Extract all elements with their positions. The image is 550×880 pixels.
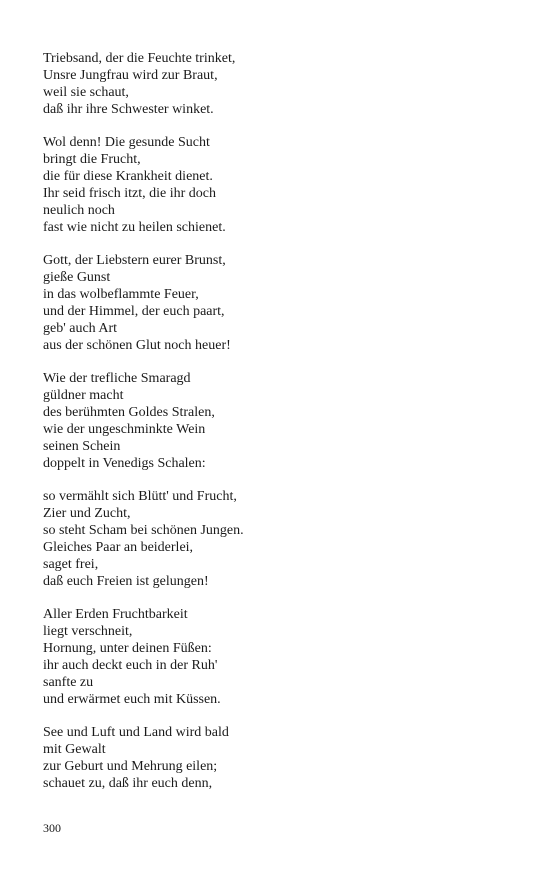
poem-line: güldner macht [43,388,124,403]
poem-line: daß euch Freien ist gelungen! [43,574,209,589]
poem-line: doppelt in Venedigs Schalen: [43,456,206,471]
stanza [43,50,523,118]
poem-line: liegt verschneit, [43,624,133,639]
poem-line: ihr auch deckt euch in der Ruh' [43,658,218,673]
poem-line: Gott, der Liebstern eurer Brunst, [43,253,226,268]
poem-line: aus der schönen Glut noch heuer! [43,338,231,353]
poem-line: die für diese Krankheit dienet. [43,169,213,184]
poem-line: Triebsand, der die Feuchte trinket, [43,51,236,66]
poem-line: so steht Scham bei schönen Jungen. [43,523,244,538]
poem-line: sanfte zu [43,675,94,690]
poem-line: in das wolbeflammte Feuer, [43,287,199,302]
poem-line: Aller Erden Fruchtbarkeit [43,607,188,622]
stanza [43,134,523,236]
poem-line: saget frei, [43,557,99,572]
poem-body [43,50,523,808]
poem-line: seinen Schein [43,439,121,454]
poem-line: mit Gewalt [43,742,106,757]
poem-line: daß ihr ihre Schwester winket. [43,102,214,117]
stanza [43,252,523,354]
poem-line: Gleiches Paar an beiderlei, [43,540,194,555]
poem-line: See und Luft und Land wird bald [43,725,229,740]
poem-line: und erwärmet euch mit Küssen. [43,692,221,707]
stanza [43,370,523,472]
poem-line: Wol denn! Die gesunde Sucht [43,135,210,150]
poem-line: Ihr seid frisch itzt, die ihr doch [43,186,217,201]
poem-line: fast wie nicht zu heilen schienet. [43,220,226,235]
poem-line: Zier und Zucht, [43,506,131,521]
stanza [43,724,523,792]
poem-line: Wie der trefliche Smaragd [43,371,191,386]
poem-line: weil sie schaut, [43,85,129,100]
poem-line: des berühmten Goldes Stralen, [43,405,215,420]
poem-line: zur Geburt und Mehrung eilen; [43,759,218,774]
page-number: 300 [43,821,61,835]
poem-line: gieße Gunst [43,270,111,285]
poem-line: wie der ungeschminkte Wein [43,422,206,437]
stanza [43,488,523,590]
poem-line: neulich noch [43,203,115,218]
poem-line: Hornung, unter deinen Füßen: [43,641,212,656]
poem-line: Unsre Jungfrau wird zur Braut, [43,68,218,83]
poem-line: bringt die Frucht, [43,152,141,167]
poem-line: und der Himmel, der euch paart, [43,304,225,319]
poem-line: schauet zu, daß ihr euch denn, [43,776,213,791]
poem-line: so vermählt sich Blütt' und Frucht, [43,489,237,504]
stanza [43,606,523,708]
poem-line: geb' auch Art [43,321,118,336]
